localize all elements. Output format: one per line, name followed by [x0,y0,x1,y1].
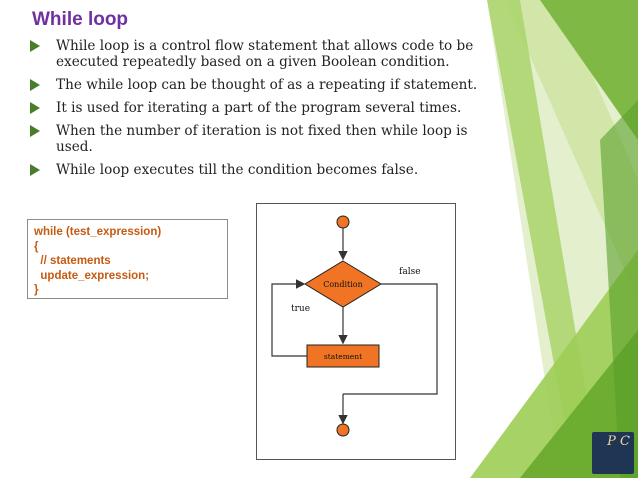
bullet-item [30,77,485,93]
loop-back-line [272,284,307,356]
code-line: update_expression; [34,269,150,282]
statement-label: statement [323,352,363,361]
code-line: { [34,240,39,253]
publisher-logo [592,432,634,474]
bullet-text: When the number of iteration is not fixed then while loop is used. [56,123,468,155]
false-label: false [399,267,421,277]
bullet-arrow-icon [30,79,40,91]
bullet-arrow-icon [30,102,40,114]
bullet-item [30,123,485,155]
bullet-arrow-icon [30,40,40,52]
bullet-text: While loop is a control flow statement that allows code to be executed repeatedly based on a given Boolean condition. [56,38,474,70]
bullet-text: It is used for iterating a part of the program several times. [56,100,462,116]
true-label: true [291,304,311,314]
code-snippet-box [27,219,228,299]
logo-letters: P C [607,434,630,449]
bullet-arrow-icon [30,125,40,137]
bullet-item [30,38,485,70]
slide-title: While loop [32,9,129,30]
bullet-text: The while loop can be thought of as a repeating if statement. [56,77,478,93]
code-line: while (test_expression) [34,226,162,238]
code-line: } [34,284,39,296]
bullet-text: While loop executes till the condition becomes false. [56,162,419,178]
bullet-list [30,38,485,185]
end-node [337,424,349,436]
code-line: // statements [34,255,111,267]
bullet-item [30,100,485,116]
bullet-item [30,162,485,178]
bullet-arrow-icon [30,164,40,176]
start-node [337,216,349,228]
condition-label: Condition [323,280,363,289]
flowchart-diagram [256,203,456,460]
false-branch-line [343,284,437,394]
